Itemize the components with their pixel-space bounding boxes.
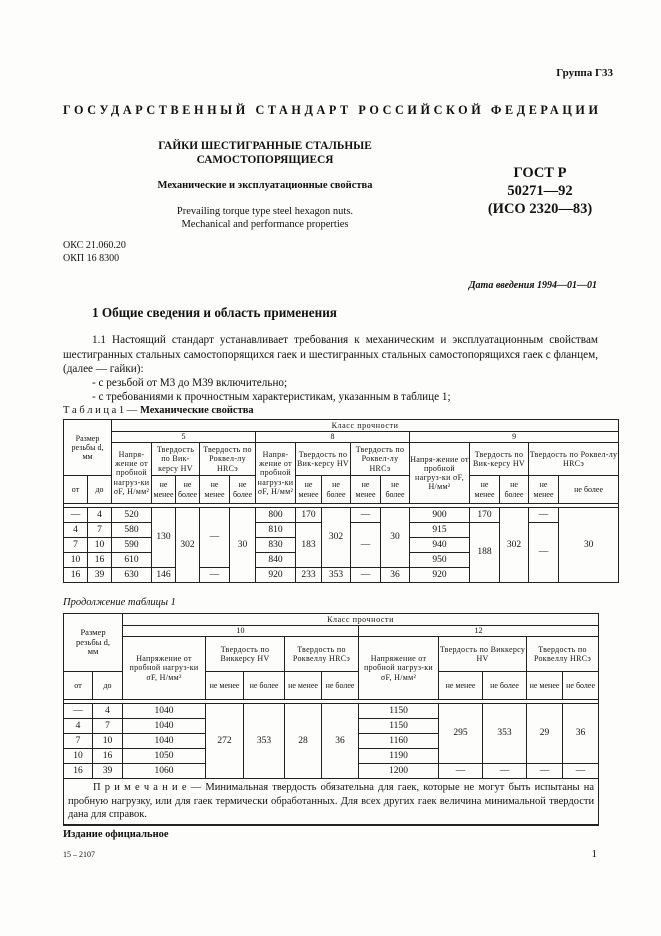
t1-strength-class-header: Класс прочности <box>112 420 619 432</box>
table-row <box>64 508 619 523</box>
t2-stress-header-10: Напряжение от пробной нагруз-ки σF, Н/мм² <box>123 637 206 700</box>
cell: 146 <box>152 568 176 583</box>
table-note-row <box>64 779 599 826</box>
t1-max-header: не более <box>230 476 256 504</box>
cell: 188 <box>470 523 500 583</box>
t2-strength-class-header: Класс прочности <box>123 614 599 626</box>
t2-hv-header-10: Твердость по Виккерсу HV <box>206 637 285 672</box>
cell: 302 <box>322 508 351 568</box>
cell: 830 <box>256 538 296 553</box>
t1-class-5: 5 <box>112 432 256 443</box>
cell: — <box>64 704 93 719</box>
t2-min-header: не менее <box>206 672 244 700</box>
cell: — <box>200 568 230 583</box>
introduction-date: Дата введения 1994—01—01 <box>468 280 597 291</box>
table-1-continued <box>63 613 599 826</box>
print-code: 15 – 2107 <box>63 850 95 859</box>
note-text: Минимальная твердость обязательна для гаек, которые не могут быть испытаны на пробную нагрузку, или для гаек термически обработанных. Для всех других гаек величина минимальной твердости дана для справок. <box>68 782 595 820</box>
t2-min-header: не менее <box>527 672 563 700</box>
cell: — <box>64 508 88 523</box>
group-code: Группа Г33 <box>556 67 613 79</box>
cell: 1150 <box>359 704 439 719</box>
t1-min-header: не менее <box>529 476 559 504</box>
cell: 7 <box>64 734 93 749</box>
cell: 1040 <box>123 734 206 749</box>
t2-max-header: не более <box>322 672 359 700</box>
cell: 302 <box>176 508 200 583</box>
cell: 16 <box>93 749 123 764</box>
page-number: 1 <box>591 848 597 860</box>
cell: 610 <box>112 553 152 568</box>
t1-min-header: не менее <box>296 476 322 504</box>
t1-hrc-header-8: Твердость по Роквел-лу HRCэ <box>351 443 410 476</box>
cell: 950 <box>410 553 470 568</box>
cell: 170 <box>296 508 322 523</box>
title-en-line2: Mechanical and performance properties <box>181 219 349 230</box>
cell: 233 <box>296 568 322 583</box>
cell: — <box>529 508 559 523</box>
gost-number-line3: (ИСО 2320—83) <box>487 201 593 217</box>
cell: 183 <box>296 523 322 568</box>
t1-class-9: 9 <box>410 432 619 443</box>
t1-hrc-header-5: Твердость по Роквел-лу HRCэ <box>200 443 256 476</box>
t2-class-10: 10 <box>123 626 359 637</box>
t2-min-header: не менее <box>439 672 483 700</box>
cell: 4 <box>64 719 93 734</box>
cell: 7 <box>88 523 112 538</box>
t1-max-header: не более <box>322 476 351 504</box>
t1-hv-header-8: Твердость по Вик-керсу HV <box>296 443 351 476</box>
section-title: 1 Общие сведения и область применения <box>92 305 337 320</box>
cell: 30 <box>559 508 619 583</box>
gost-number-line1: ГОСТ Р <box>513 165 567 181</box>
table1-caption-title: Механические свойства <box>139 405 254 416</box>
table-continuation-caption: Продолжение таблицы 1 <box>63 597 176 608</box>
cell: — <box>527 764 563 779</box>
cell: — <box>351 523 381 568</box>
t1-hv-header-5: Твердость по Вик-керсу HV <box>152 443 200 476</box>
t2-class-12: 12 <box>359 626 599 637</box>
cell: 1160 <box>359 734 439 749</box>
cell: 302 <box>500 508 529 583</box>
cell: 630 <box>112 568 152 583</box>
cell: 7 <box>64 538 88 553</box>
t2-stress-header-12: Напряжение от пробной нагруз-ки σF, Н/мм² <box>359 637 439 700</box>
cell: 36 <box>563 704 599 764</box>
t1-min-header: не менее <box>351 476 381 504</box>
cell: 1060 <box>123 764 206 779</box>
cell: 30 <box>381 508 410 568</box>
cell: 353 <box>244 704 285 779</box>
okp-code: ОКП 16 8300 <box>63 253 120 264</box>
t2-from-header: от <box>64 672 93 700</box>
cell: 353 <box>322 568 351 583</box>
table1-caption <box>63 405 254 416</box>
cell: 10 <box>93 734 123 749</box>
t1-min-header: не менее <box>200 476 230 504</box>
title-ru-line2: САМОСТОПОРЯЩИЕСЯ <box>196 154 334 166</box>
cell: 900 <box>410 508 470 523</box>
t2-hv-header-12: Твердость по Виккерсу HV <box>439 637 527 672</box>
t2-hrc-header-10: Твердость по Роквеллу HRCэ <box>285 637 359 672</box>
cell: 4 <box>64 523 88 538</box>
t1-max-header: не более <box>500 476 529 504</box>
cell: 10 <box>64 553 88 568</box>
cell: — <box>563 764 599 779</box>
cell: — <box>439 764 483 779</box>
cell: 1040 <box>123 719 206 734</box>
cell: 295 <box>439 704 483 764</box>
oks-code: ОКС 21.060.20 <box>63 240 126 251</box>
cell: 800 <box>256 508 296 523</box>
t1-min-header: не менее <box>152 476 176 504</box>
t1-stress-header-8: Напря-жение от пробной нагруз-ки σF, Н/мм² <box>256 443 296 504</box>
title-en-line1: Prevailing torque type steel hexagon nuts. <box>176 206 354 217</box>
cell: 590 <box>112 538 152 553</box>
cell: — <box>483 764 527 779</box>
t1-hrc-header-9: Твердость по Роквел-лу HRCэ <box>529 443 619 476</box>
cell: 16 <box>64 568 88 583</box>
cell: 4 <box>88 508 112 523</box>
cell: 10 <box>64 749 93 764</box>
t1-to-header: до <box>88 476 112 504</box>
t2-max-header: не более <box>563 672 599 700</box>
paragraph-1-1: 1.1 Настоящий стандарт устанавливает требования к механическим и эксплуатационным свойствам шестигранных стальных самостопорящихся гаек и шестигранных стальных самостопорящихся гаек с фланцем, (далее — гайки): <box>63 334 598 375</box>
t1-max-header: не более <box>176 476 200 504</box>
cell: 580 <box>112 523 152 538</box>
t1-from-header: от <box>64 476 88 504</box>
t2-max-header: не более <box>244 672 285 700</box>
cell: 7 <box>93 719 123 734</box>
cell: 1050 <box>123 749 206 764</box>
cell: 520 <box>112 508 152 523</box>
cell: 920 <box>410 568 470 583</box>
cell: 1200 <box>359 764 439 779</box>
cell: 10 <box>88 538 112 553</box>
t2-to-header: до <box>93 672 123 700</box>
cell: — <box>351 568 381 583</box>
cell: 39 <box>93 764 123 779</box>
cell: 16 <box>64 764 93 779</box>
cell: 16 <box>88 553 112 568</box>
cell: 353 <box>483 704 527 764</box>
t2-min-header: не менее <box>285 672 322 700</box>
t1-stress-header-5: Напря-жение от пробной нагруз-ки σF, Н/мм² <box>112 443 152 504</box>
t2-hrc-header-12: Твердость по Роквеллу HRCэ <box>527 637 599 672</box>
cell: — <box>200 508 230 568</box>
cell: 36 <box>381 568 410 583</box>
table-note <box>64 779 599 826</box>
note-label: П р и м е ч а н и е — <box>93 782 206 793</box>
cell: 30 <box>230 508 256 583</box>
official-edition: Издание официальное <box>63 829 169 840</box>
cell: — <box>351 508 381 523</box>
cell: 1190 <box>359 749 439 764</box>
cell: 940 <box>410 538 470 553</box>
cell: 170 <box>470 508 500 523</box>
cell: 36 <box>322 704 359 779</box>
t1-min-header: не менее <box>470 476 500 504</box>
cell: — <box>529 523 559 583</box>
t1-class-8: 8 <box>256 432 410 443</box>
cell: 1150 <box>359 719 439 734</box>
t1-hv-header-9: Твердость по Вик-керсу HV <box>470 443 529 476</box>
t1-stress-header-9: Напря-жение от пробной нагруз-ки σF, Н/мм² <box>410 443 470 504</box>
cell: 39 <box>88 568 112 583</box>
table-row <box>64 704 599 719</box>
cell: 810 <box>256 523 296 538</box>
t1-max-header: не более <box>381 476 410 504</box>
table1-caption-label: Т а б л и ц а 1 — <box>63 405 140 416</box>
table-1 <box>63 419 619 583</box>
t2-max-header: не более <box>483 672 527 700</box>
cell: 1040 <box>123 704 206 719</box>
t2-size-header: Размер резьбы d, мм <box>64 614 123 672</box>
cell: 4 <box>93 704 123 719</box>
cell: 130 <box>152 508 176 568</box>
t1-max-header: не более <box>559 476 619 504</box>
footer-rule <box>63 824 598 825</box>
state-standard-heading: ГОСУДАРСТВЕННЫЙ СТАНДАРТ РОССИЙСКОЙ ФЕДЕРАЦИИ <box>63 103 602 117</box>
t1-size-header: Размер резьбы d, мм <box>64 420 112 476</box>
gost-number-line2: 50271—92 <box>507 183 573 199</box>
cell: 915 <box>410 523 470 538</box>
bullet-strength: - с требованиями к прочностным характеристикам, указанным в таблице 1; <box>92 391 451 403</box>
subtitle-ru: Механические и эксплуатационные свойства <box>157 180 373 191</box>
cell: 272 <box>206 704 244 779</box>
bullet-thread-range: - с резьбой от М3 до М39 включительно; <box>92 377 288 389</box>
cell: 920 <box>256 568 296 583</box>
cell: 840 <box>256 553 296 568</box>
title-ru-line1: ГАЙКИ ШЕСТИГРАННЫЕ СТАЛЬНЫЕ <box>158 140 372 152</box>
cell: 29 <box>527 704 563 764</box>
cell: 28 <box>285 704 322 779</box>
